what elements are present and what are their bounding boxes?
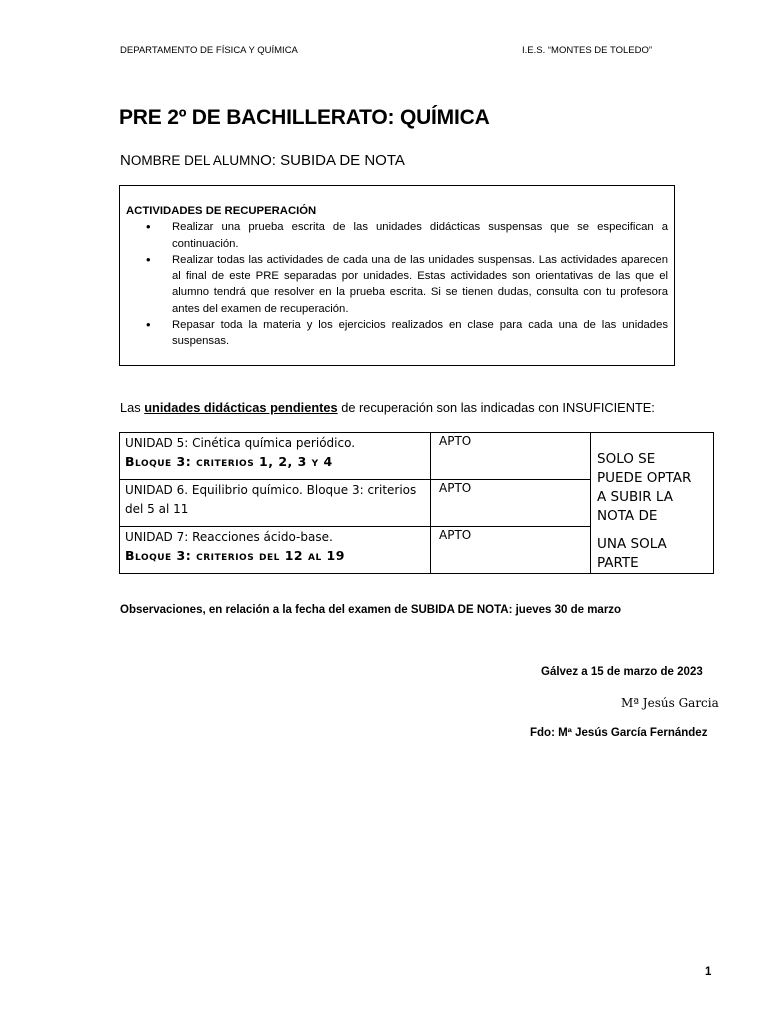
activities-list <box>126 219 668 349</box>
student-label-middle: OMBRE DEL ALUMN <box>130 153 261 168</box>
activity-item: • Realizar todas las actividades de cada una de las unidades suspensas. Las actividades aparecen al final de este PRE separadas por unidades. Estas actividades son orientativas de las que el alumno tendrá que resolver en la prueba escrita. Si se tienen dudas, consulta con tu profesora antes del examen de recuperación. <box>172 252 668 317</box>
unit-cell <box>120 433 431 480</box>
note-line: UNA SOLA <box>597 536 667 552</box>
activities-box <box>119 185 675 366</box>
signature: Mª Jesús Garcia <box>621 696 719 710</box>
note-line: PUEDE OPTAR <box>597 470 692 486</box>
unit-name: UNIDAD 6. Equilibrio químico. Bloque 3: criterios del 5 al 11 <box>125 482 417 516</box>
observations: Observaciones, en relación a la fecha del examen de SUBIDA DE NOTA: jueves 30 de marzo <box>120 604 622 616</box>
page-title: PRE 2º DE BACHILLERATO: QUÍMICA <box>119 106 490 129</box>
place-date: Gálvez a 15 de marzo de 2023 <box>541 666 703 678</box>
student-name <box>120 152 405 169</box>
table-row <box>120 433 714 480</box>
page-number: 1 <box>705 966 712 978</box>
unit-cell <box>120 479 431 527</box>
activity-item: • Repasar toda la materia y los ejercicios realizados en clase para cada una de las unidades suspensas. <box>172 317 668 350</box>
unit-criteria: Bloque 3: criterios del 12 al 19 <box>125 548 345 564</box>
unit-name: UNIDAD 7: Reacciones ácido-base. <box>125 530 333 545</box>
signed-by: Fdo: Mª Jesús García Fernández <box>530 727 708 739</box>
student-label-end: O: SUBIDA DE NOTA <box>260 152 405 169</box>
unit-status: APTO <box>431 527 591 574</box>
unit-cell <box>120 527 431 574</box>
note-line: PARTE <box>597 555 639 571</box>
pending-prefix: Las <box>120 400 145 415</box>
note-line: NOTA DE <box>597 508 658 524</box>
units-note <box>591 433 714 574</box>
pending-suffix: de recuperación son las indicadas con INSUFICIENTE: <box>337 400 655 415</box>
header-school: I.E.S. “MONTES DE TOLEDO” <box>522 45 653 56</box>
units-table <box>119 432 714 574</box>
unit-status: APTO <box>431 433 591 480</box>
note-line: A SUBIR LA <box>597 489 673 505</box>
unit-status: APTO <box>431 479 591 527</box>
pending-units-intro <box>120 400 655 415</box>
student-label-initial: N <box>120 152 131 169</box>
unit-name: UNIDAD 5: Cinética química periódico. <box>125 436 356 450</box>
unit-criteria: Bloque 3: criterios 1, 2, 3 y 4 <box>125 454 333 469</box>
activities-title: ACTIVIDADES DE RECUPERACIÓN <box>126 205 317 217</box>
activity-item: • Realizar una prueba escrita de las unidades didácticas suspensas que se especifican a continuación. <box>172 219 668 252</box>
note-line: SOLO SE <box>597 451 656 467</box>
header-department: DEPARTAMENTO DE FÍSICA Y QUÍMICA <box>120 45 298 56</box>
pending-underlined: unidades didácticas pendientes <box>144 400 338 415</box>
